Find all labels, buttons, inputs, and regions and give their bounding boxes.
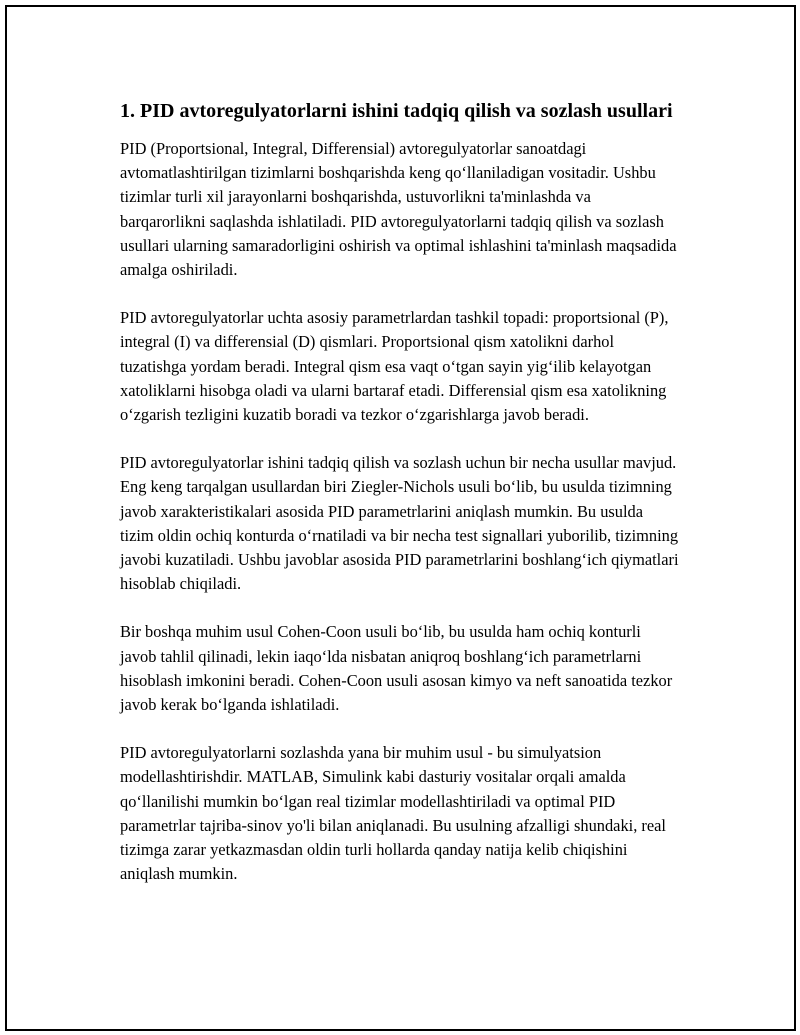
paragraph-intro: PID (Proportsional, Integral, Differensial) avtoregulyatorlar sanoatdagi avtomatlashtirilgan tizimlarni boshqarishda keng qo‘llaniladigan vositadir. Ushbu tizimlar turli xil jarayonlarni boshqarishda, ustuvorlikni ta'minlashda va barqarorlikni saqlashda ishlatiladi. PID avtoregulyatorlarni tadqiq qilish va sozlash usullari ularning samaradorligini oshirish va optimal ishlashini ta'minlash maqsadida amalga oshiriladi. <box>120 139 677 280</box>
paragraph-ziegler-nichols: PID avtoregulyatorlar ishini tadqiq qilish va sozlash uchun bir necha usullar mavjud. Eng keng tarqalgan usullardan biri Ziegler-Nichols usuli bo‘lib, bu usulda tizimning javob xarakteristikalari asosida PID parametrlarini aniqlash mumkin. Bu usulda tizim oldin ochiq konturda o‘rnatiladi va bir necha test signallari yuborilib, tizimning javobi kuzatiladi. Ushbu javoblar asosida PID parametrlarini boshlang‘ich qiymatlari hisoblab chiqiladi. <box>120 453 679 594</box>
paragraph-simulation: PID avtoregulyatorlarni sozlashda yana bir muhim usul - bu simulyatsion modellashtirishdir. MATLAB, Simulink kabi dasturiy vositalar orqali amalda qo‘llanilishi mumkin bo‘lgan real tizimlar modellashtiriladi va optimal PID parametrlar tajriba-sinov yo'li bilan aniqlanadi. Bu usulning afzalligi shundaki, real tizimga zarar yetkazmasdan oldin turli hollarda qanday natija kelib chiqishini aniqlash mumkin. <box>120 743 666 884</box>
document-page <box>5 5 796 1031</box>
paragraph-parameters: PID avtoregulyatorlar uchta asosiy parametrlardan tashkil topadi: proportsional (P), integral (I) va differensial (D) qismlari. Proportsional qism xatolikni darhol tuzatishga yordam beradi. Integral qism esa vaqt o‘tgan sayin yig‘ilib kelayotgan xatoliklarni hisobga oladi va ularni bartaraf etadi. Differensial qism esa xatolikning o‘zgarish tezligini kuzatib boradi va tezkor o‘zgarishlarga javob beradi. <box>120 308 669 425</box>
paragraph-cohen-coon: Bir boshqa muhim usul Cohen-Coon usuli bo‘lib, bu usulda ham ochiq konturli javob tahlil qilinadi, lekin iaqo‘lda nisbatan aniqroq boshlang‘ich parametrlarni hisoblash imkonini beradi. Cohen-Coon usuli asosan kimyo va neft sanoatida tezkor javob kerak bo‘lganda ishlatiladi. <box>120 622 673 715</box>
document-body <box>120 97 680 910</box>
section-heading: 1. PID avtoregulyatorlarni ishini tadqiq qilish va sozlash usullari <box>120 100 673 122</box>
